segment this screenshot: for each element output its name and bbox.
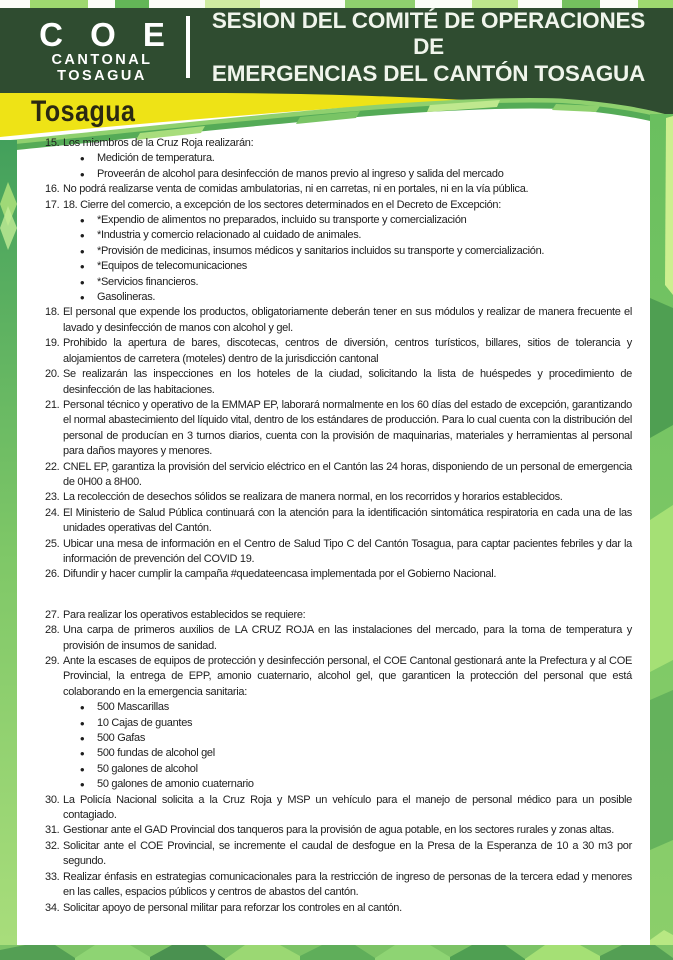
list-item bbox=[45, 398, 632, 460]
item-text: Para realizar los operativos establecidos se requiere: bbox=[63, 608, 306, 621]
bullet-item: • Proveerán de alcohol para desinfección de manos previo al ingreso y salida del mercado bbox=[97, 167, 632, 182]
list-item bbox=[45, 567, 632, 582]
item-text: Difundir y hacer cumplir la campaña #quedateencasa implementada por el Gobierno Nacional. bbox=[63, 568, 497, 581]
item-bullets bbox=[45, 700, 632, 792]
bullet-item: • 500 Mascarillas bbox=[97, 700, 632, 715]
list-item bbox=[45, 839, 632, 870]
item-number: 30. bbox=[45, 793, 60, 806]
list-item bbox=[45, 823, 632, 838]
bullet-item: • 50 galones de alcohol bbox=[97, 762, 632, 777]
coe-logo-line1: CANTONAL bbox=[51, 52, 153, 68]
bullet-item: • *Servicios financieros. bbox=[97, 275, 632, 290]
resolution-list bbox=[45, 136, 632, 916]
item-number: 31. bbox=[45, 824, 60, 837]
item-number: 34. bbox=[45, 901, 60, 914]
item-bullets bbox=[45, 151, 632, 182]
item-text: El Ministerio de Salud Pública continuará con la atención para la identificación sintomática respiratoria en cada una de las unidades operativas del Cantón. bbox=[63, 506, 632, 535]
bullet-item: • Gasolineras. bbox=[97, 290, 632, 305]
item-number: 18. bbox=[45, 306, 60, 319]
list-item bbox=[45, 490, 632, 505]
item-text: Los miembros de la Cruz Roja realizarán: bbox=[63, 137, 254, 149]
item-number: 23. bbox=[45, 491, 60, 504]
list-item bbox=[45, 367, 632, 398]
item-text: La Policía Nacional solicita a la Cruz Roja y MSP un vehículo para el manejo de personal médico para un posible contagiado. bbox=[63, 793, 632, 822]
bullet-item: • 50 galones de amonio cuaternario bbox=[97, 777, 632, 792]
item-number: 27. bbox=[45, 608, 60, 621]
coe-logo bbox=[26, 17, 178, 84]
item-number: 22. bbox=[45, 460, 60, 473]
page-title-line2: EMERGENCIAS DEL CANTÓN TOSAGUA bbox=[211, 60, 646, 86]
list-item bbox=[45, 793, 632, 824]
bullet-item: • 500 fundas de alcohol gel bbox=[97, 746, 632, 761]
list-item bbox=[45, 460, 632, 491]
bullet-item: • *Provisión de medicinas, insumos médicos y sanitarios incluidos su transporte y comercialización. bbox=[97, 244, 632, 259]
item-text: Prohibido la apertura de bares, discotecas, centros de diversión, centros turísticos, billares, sitios de tolerancia y alojamientos de carretera (moteles) dentro de la jurisdicción cantonal bbox=[63, 337, 632, 365]
list-item bbox=[45, 198, 632, 213]
bullet-item: • *Expendio de alimentos no preparados, incluido su transporte y comercialización bbox=[97, 213, 632, 228]
list-item bbox=[45, 182, 632, 197]
list-item bbox=[45, 870, 632, 901]
tosagua-brand: Tosagua bbox=[31, 95, 136, 129]
item-text: Solicitar ante el COE Provincial, se incremente el caudal de desfogue en la Presa de la Esperanza de 10 a 30 m3 por segundo. bbox=[63, 839, 632, 868]
item-text: CNEL EP, garantiza la provisión del servicio eléctrico en el Cantón las 24 horas, disponiendo de un personal de emergencia de 0H00 a 8H00. bbox=[63, 460, 632, 488]
page-title bbox=[192, 8, 673, 94]
item-number: 17. bbox=[45, 198, 60, 211]
item-text: Personal técnico y operativo de la EMMAP EP, laborará normalmente en los 60 días del estado de excepción, garantizando el normal abastecimiento del líquido vital, dentro de los estándares de producción. Para lo cual cuenta con la distribución del personal de producían en 3 turnos diarios, cuenta con la provisión de maquinarias, materiales y herramientas al personal para daños mayores y menores. bbox=[63, 398, 632, 458]
item-text: Una carpa de primeros auxilios de LA CRUZ ROJA en las instalaciones del mercado, para la toma de temperatura y provisión de insumos de sanidad. bbox=[63, 624, 632, 652]
item-number: 29. bbox=[45, 655, 60, 667]
list-item bbox=[45, 623, 632, 654]
list-item bbox=[45, 654, 632, 700]
bullet-item: • Medición de temperatura. bbox=[97, 151, 632, 166]
page-title-line1: SESION DEL COMITÉ DE OPERACIONES DE bbox=[211, 7, 646, 60]
list-item bbox=[45, 305, 632, 336]
list-item bbox=[45, 608, 632, 623]
item-number: 16. bbox=[45, 183, 60, 196]
list-item bbox=[45, 537, 632, 568]
item-text: Ante la escases de equipos de protección y desinfección personal, el COE Cantonal gestionará ante la Prefectura y al COE Provincial, la entrega de EPP, amonio cuaternario, alcohol gel, que garanticen la protección del personal que está colaborando en la emergencia sanitaria: bbox=[63, 655, 632, 698]
item-text: Gestionar ante el GAD Provincial dos tanqueros para la provisión de agua potable, en los sectores rurales y zonas altas. bbox=[63, 824, 614, 837]
item-text: Solicitar apoyo de personal militar para reforzar los controles en al cantón. bbox=[63, 901, 402, 914]
item-number: 25. bbox=[45, 537, 60, 550]
item-number: 26. bbox=[45, 568, 60, 581]
list-item bbox=[45, 901, 632, 916]
item-text: La recolección de desechos sólidos se realizara de manera normal, en los recorridos y horarios establecidos. bbox=[63, 491, 563, 504]
item-text: 18. Cierre del comercio, a excepción de los sectores determinados en el Decreto de Excepción: bbox=[63, 198, 502, 211]
logo-divider bbox=[186, 16, 190, 78]
item-text: Se realizarán las inspecciones en los hoteles de la ciudad, solicitando la lista de huéspedes y procedimiento de desinfección de las habitaciones. bbox=[63, 368, 632, 396]
item-number: 21. bbox=[45, 398, 60, 411]
item-text: Realizar énfasis en estrategias comunicacionales para la restricción de ingreso de personas de la tercera edad y menores en las calles, espacios públicos y centros de abastos del cantón. bbox=[63, 870, 632, 899]
item-text: El personal que expende los productos, obligatoriamente deberán tener en sus módulos y realizar de manera frecuente el lavado y desinfección de manos con alcohol y gel. bbox=[63, 306, 632, 334]
item-text: Ubicar una mesa de información en el Centro de Salud Tipo C del Cantón Tosagua, para captar pacientes febriles y dar la información de prevención del COVID 19. bbox=[63, 537, 632, 565]
item-number: 33. bbox=[45, 870, 60, 883]
coe-logo-acronym: C O E bbox=[39, 16, 174, 53]
bullet-item: • *Industria y comercio relacionado al cuidado de animales. bbox=[97, 228, 632, 243]
item-number: 15. bbox=[45, 137, 60, 149]
header-banner bbox=[0, 8, 673, 93]
bullet-item: • *Equipos de telecomunicaciones bbox=[97, 259, 632, 274]
list-item bbox=[45, 136, 632, 151]
item-number: 24. bbox=[45, 506, 60, 519]
coe-logo-line2: TOSAGUA bbox=[57, 67, 147, 84]
item-number: 28. bbox=[45, 624, 60, 637]
item-number: 20. bbox=[45, 368, 60, 381]
item-number: 19. bbox=[45, 337, 60, 350]
item-bullets bbox=[45, 213, 632, 305]
list-item bbox=[45, 506, 632, 537]
bullet-item: • 500 Gafas bbox=[97, 731, 632, 746]
item-number: 32. bbox=[45, 839, 60, 852]
bullet-item: • 10 Cajas de guantes bbox=[97, 716, 632, 731]
list-item bbox=[45, 336, 632, 367]
item-text: No podrá realizarse venta de comidas ambulatorias, ni en carretas, ni en portales, ni en la vía pública. bbox=[63, 183, 529, 196]
